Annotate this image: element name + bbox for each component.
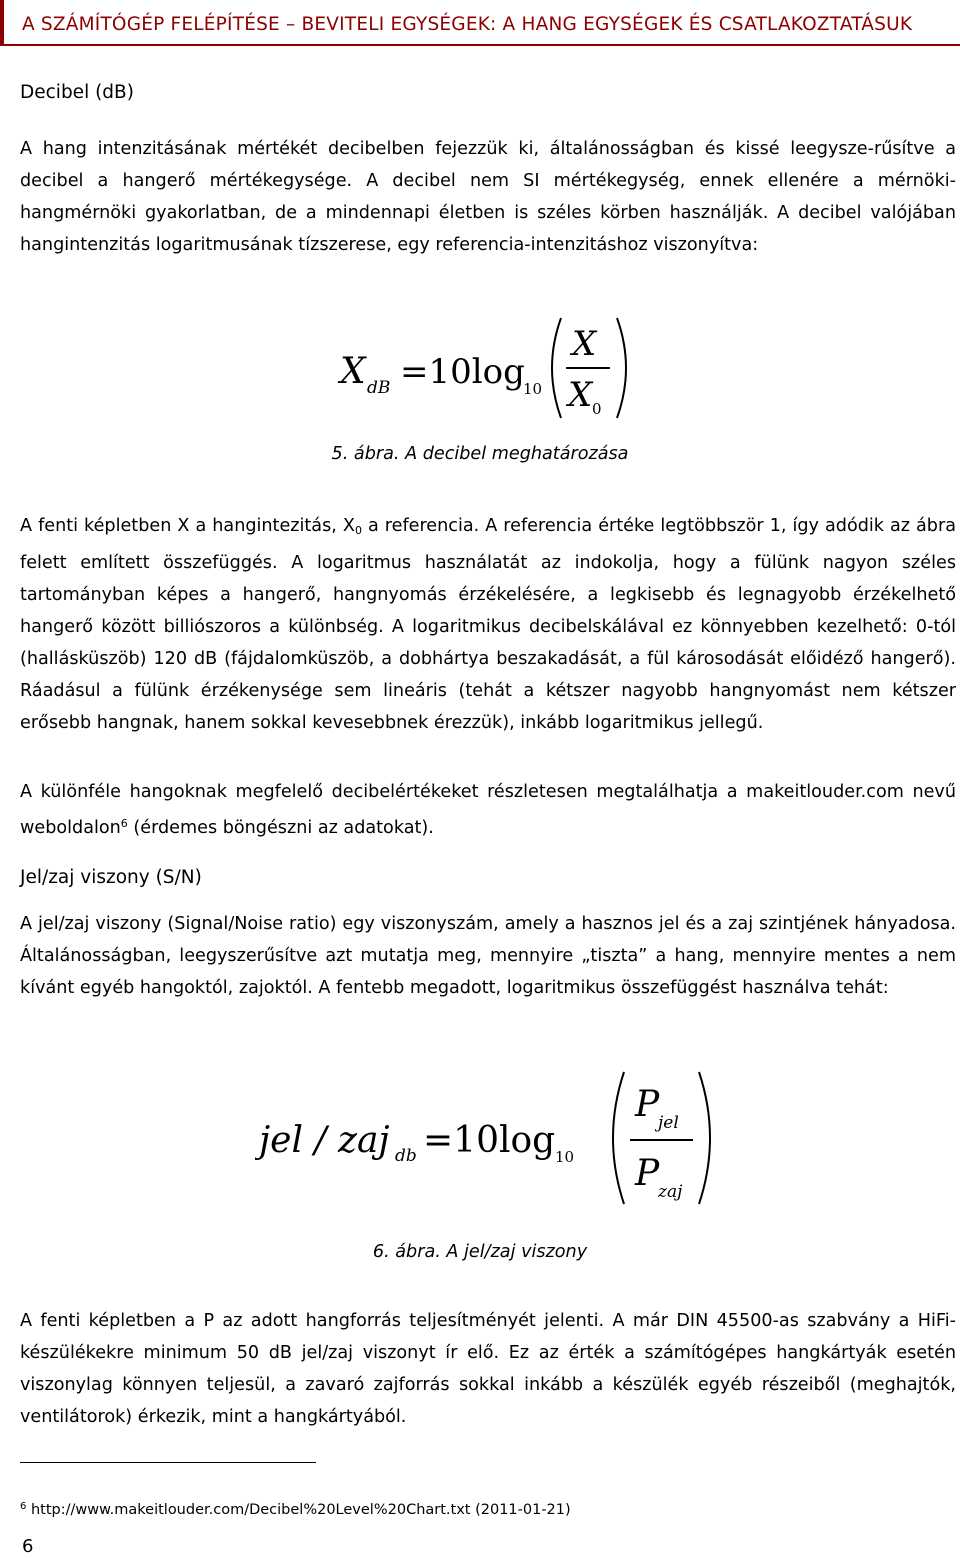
footnote-number: 6	[20, 1501, 27, 1512]
formula-sn-equals-log: =10log	[423, 1120, 556, 1161]
header-title: A SZÁMÍTÓGÉP FELÉPÍTÉSE – BEVITELI EGYSÉGEK: A HANG EGYSÉGEK ÉS CSATLAKOZTATÁSUK	[22, 14, 913, 35]
page-number: 6	[22, 1536, 34, 1557]
footnote-divider	[20, 1462, 316, 1463]
paragraph-decibel-reference: A különféle hangoknak megfelelő decibelértékeket részletesen megtalálhatja a makeitlouder.com nevű weboldalon$^6$ (érdemes böngészni az adatokat).	[20, 782, 956, 838]
section-heading-signal-noise: Jel/zaj viszony (S/N)	[20, 867, 202, 888]
paragraph-signal-noise-details: A fenti képletben a P az adott hangforrás teljesítményét jelenti. A már DIN 45500-as szabvány a HiFi-készülékekre minimum 50 dB jel/zaj viszonyt ír elő. Ez az érték a számítógépes hangkártyák esetén viszonylag könnyen teljesül, a zavaró zajforrás sokkal inkább a készülék egyéb részeiből (meghajtók, ventilátorok) érkezik, mint a hangkártyából.	[20, 1311, 956, 1427]
formula-lhs-sub: dB	[367, 378, 391, 398]
formula-decibel	[330, 310, 640, 432]
formula-signal-noise	[255, 1064, 725, 1218]
footnote	[20, 1501, 571, 1518]
formula-lhs: X	[340, 351, 366, 392]
formula-denominator-sub: 0	[592, 400, 602, 418]
figure-caption-6: 6. ábra. A jel/zaj viszony	[372, 1242, 588, 1262]
formula-equals-log: =10log	[400, 352, 525, 392]
footnote-link[interactable]: http://www.makeitlouder.com/Decibel%20Level%20Chart.txt (2011-01-21)	[30, 1502, 571, 1518]
formula-denominator: X	[568, 375, 593, 415]
formula-sn-lhs-sub: db	[395, 1146, 417, 1166]
figure-caption-5: 5. ábra. A decibel meghatározása	[331, 444, 629, 464]
formula-sn-log-sub: 10	[555, 1148, 575, 1166]
formula-sn-denominator: P	[635, 1153, 660, 1194]
running-header	[0, 0, 960, 46]
formula-sn-lhs: jel / zaj	[259, 1120, 390, 1161]
formula-sn-numerator: P	[635, 1084, 660, 1125]
paragraph-decibel-intro: A hang intenzitásának mértékét decibelben fejezzük ki, általánosságban és kissé leegysze-rűsítve a decibel a hangerő mértékegysége. A decibel nem SI mértékegység, ennek ellenére a mérnöki-hangmérnöki gyakorlatban, de a mindennapi életben is széles körben használják. A decibel valójában hangintenzitás logaritmusának tízszerese, egy referencia-intenzitáshoz viszonyítva:	[20, 139, 956, 255]
paragraph-signal-noise-intro: A jel/zaj viszony (Signal/Noise ratio) egy viszonyszám, amely a hasznos jel és a zaj szintjének hányadosa. Általánosságban, leegyszerűsítve azt mutatja meg, mennyire „tiszta” a hang, mennyire mentes a nem kívánt egyéb hangoktól, zajoktól. A fentebb megadott, logaritmikus összefüggést használva tehát:	[20, 914, 956, 998]
formula-numerator: X	[572, 324, 597, 364]
formula-sn-numerator-sub: jel	[658, 1113, 679, 1133]
footnote-reference: 6	[120, 817, 128, 830]
formula-log-sub: 10	[523, 380, 543, 398]
paragraph-decibel-explanation: A fenti képletben X a hangintezitás, $X_0$ a referencia. A referencia értéke legtöbbször 1, így adódik az ábra felett említett összefüggés. A logaritmus használatát az indokolja, hogy a fülünk nagyon széles tartományban képes a hangerő, hangnyomás érzékelésére, a legkisebb és legnagyobb érzékelhető hangerő között billiószoros a különbség. A logaritmikus decibelskálával ez könnyebben kezelhető: 0-tól (hallásküszöb) 120 dB (fájdalomküszöb, a dobhártya beszakadását, a fül károsodását előidéző hangerő). Ráadásul a fülünk érzékenysége sem lineáris (tehát a kétszer nagyobb hangnyomást nem kétszer erősebb hangnak, hanem sokkal kevesebbnek érezzük), inkább logaritmikus jellegű.	[20, 516, 956, 733]
formula-sn-denominator-sub: zaj	[658, 1182, 683, 1202]
section-heading-decibel: Decibel (dB)	[20, 82, 134, 103]
